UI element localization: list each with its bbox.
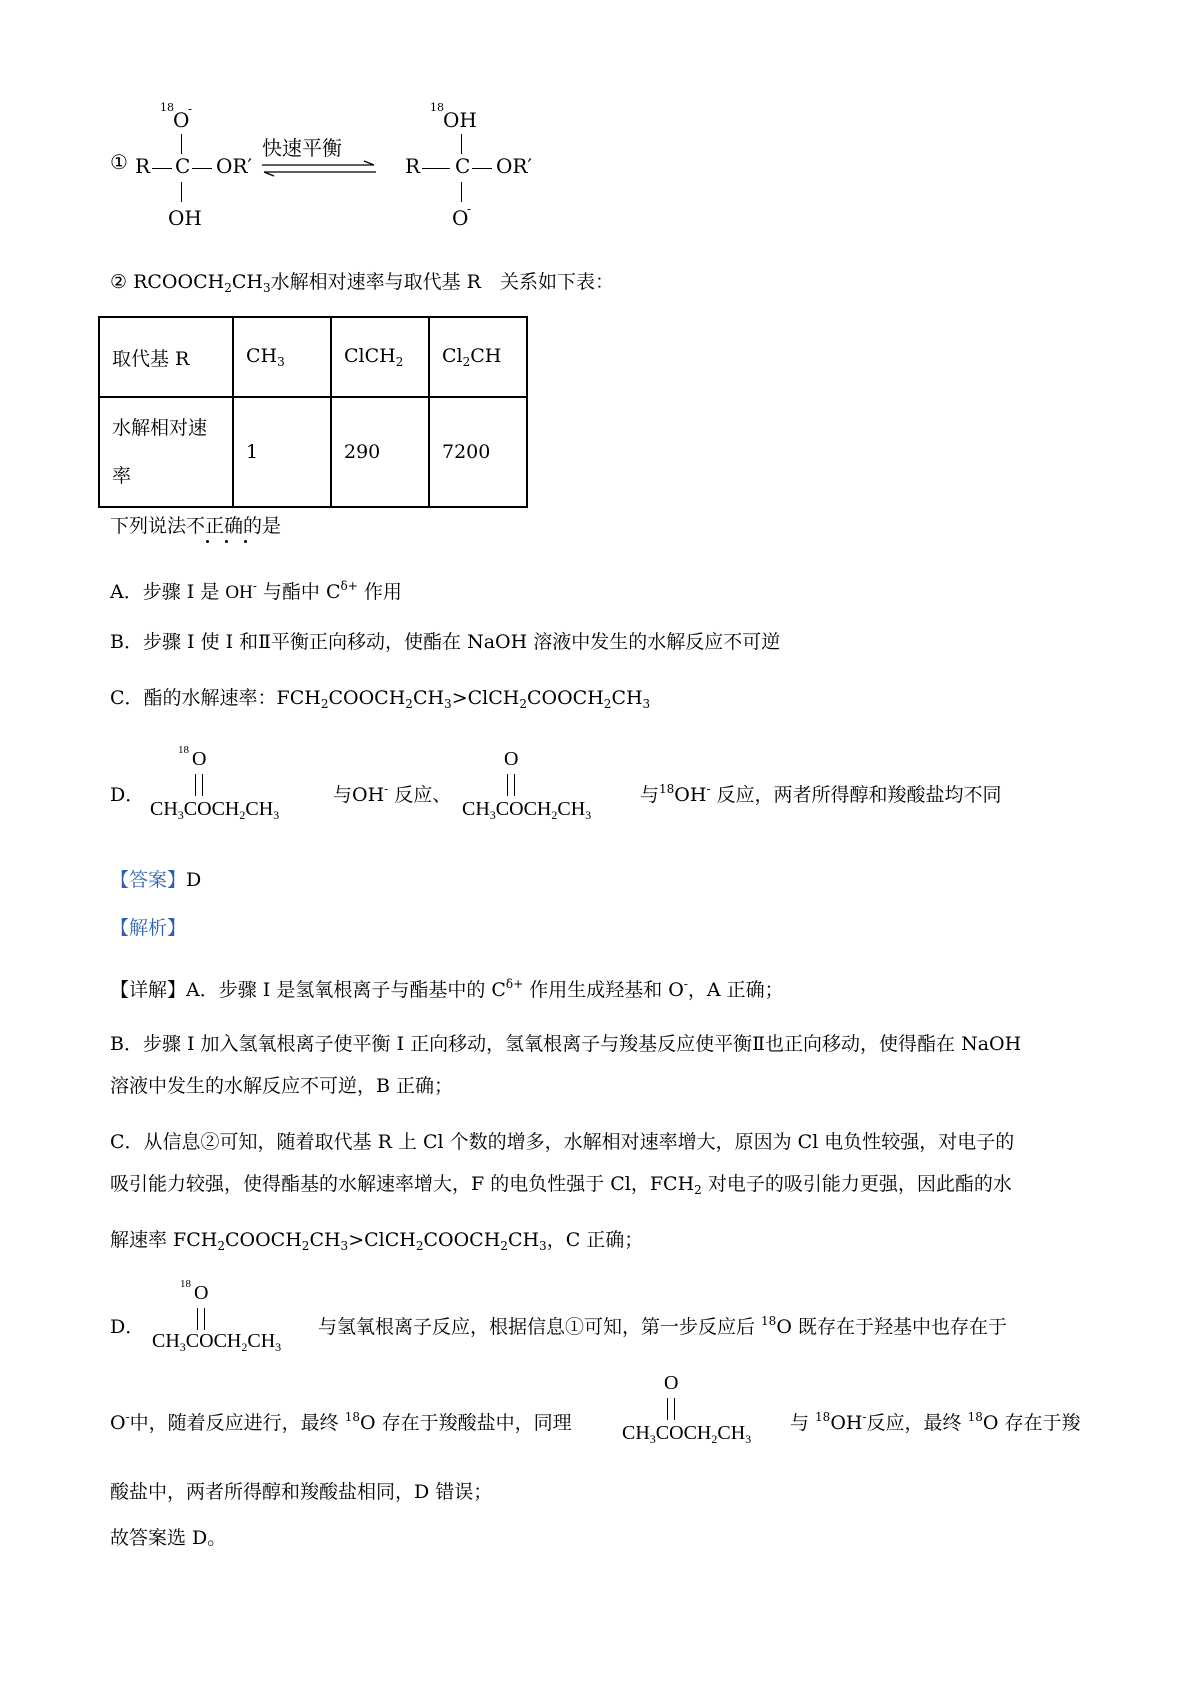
answer-line: 【答案】D [110,869,202,891]
option-b: B．步骤 I 使 I 和Ⅱ平衡正向移动，使酯在 NaOH 溶液中发生的水解反应不可逆 [110,631,781,653]
table-cell: 1 [233,397,331,507]
detail-c-1: C．从信息②可知，随着取代基 R 上 Cl 个数的增多，水解相对速率增大，原因为 Cl 电负性较强，对电子的 [110,1131,1015,1153]
detail-c-3: 解速率 $FCH_2COOCH_2CH_3>ClCH_2COOCH_2CH_3$，C 正确； [110,1229,644,1253]
ester-structure: O $CH_3COCH_2CH_3$ [462,748,592,822]
table-header-cell: $Cl_2CH$ [429,317,527,397]
table-row-label: 水解相对速 率 [99,397,233,507]
info-2-line: ② $RCOOCH_2CH_3$水解相对速率与取代基 R 关系如下表： [110,271,614,295]
detail-b-2: 溶液中发生的水解反应不可逆，B 正确； [110,1075,454,1097]
oxygen-anion-label: O [452,206,469,230]
equilibrium-label: 快速平衡 [262,136,342,160]
ester-18o-structure: 18 O $CH_3COCH_2CH_3$ [150,744,280,822]
hydroxyl-label: OH [168,206,202,230]
detail-c-2: 吸引能力较强，使得酯基的水解速率增大，F 的电负性强于 Cl，$FCH_2$ 对电子的吸引能力更强，因此酯的水 [110,1173,1012,1197]
table-header-cell: ClCH$_2$ [331,317,429,397]
ester-18o-structure: 18 O $CH_3COCH_2CH_3$ [152,1278,282,1354]
oxygen-anion-label: O [173,108,190,132]
table-cell: 7200 [429,397,527,507]
equilibrium-arrow-icon [260,160,378,178]
answer-tag: 【答案】 [110,869,187,891]
table-header-cell: $CH_3$ [233,317,331,397]
option-a: A．步骤 I 是 OH- 与酯中 $C^{\delta+}$ 作用 [110,579,402,603]
detail-a: 【详解】A．步骤 I 是氢氧根离子与酯基中的 $C^{\delta+}$ 作用生成羟基和 O-，A 正确； [110,977,784,1001]
table-header-cell: 取代基 R [99,317,233,397]
question-stem: 下列说法不正确的是 [110,515,282,537]
ester-structure: O $CH_3COCH_2CH_3$ [622,1372,752,1446]
analysis-tag: 【解析】 [110,917,187,939]
final-answer: 故答案选 D。 [110,1527,227,1549]
step-number: ① [110,150,128,174]
option-c: C．酯的水解速率：$FCH_2COOCH_2CH_3>ClCH_2COOCH_2CH_3$ [110,687,651,711]
detail-b-1: B．步骤 I 加入氢氧根离子使平衡 I 正向移动，氢氧根离子与羧基反应使平衡Ⅱ也正向移动，使得酯在 NaOH [110,1033,1022,1055]
hydroxyl-label-18: OH [443,108,477,132]
hydrolysis-rate-table [98,316,528,508]
detail-d-3: 酸盐中，两者所得醇和羧酸盐相同，D 错误； [110,1481,493,1503]
table-cell: 290 [331,397,429,507]
